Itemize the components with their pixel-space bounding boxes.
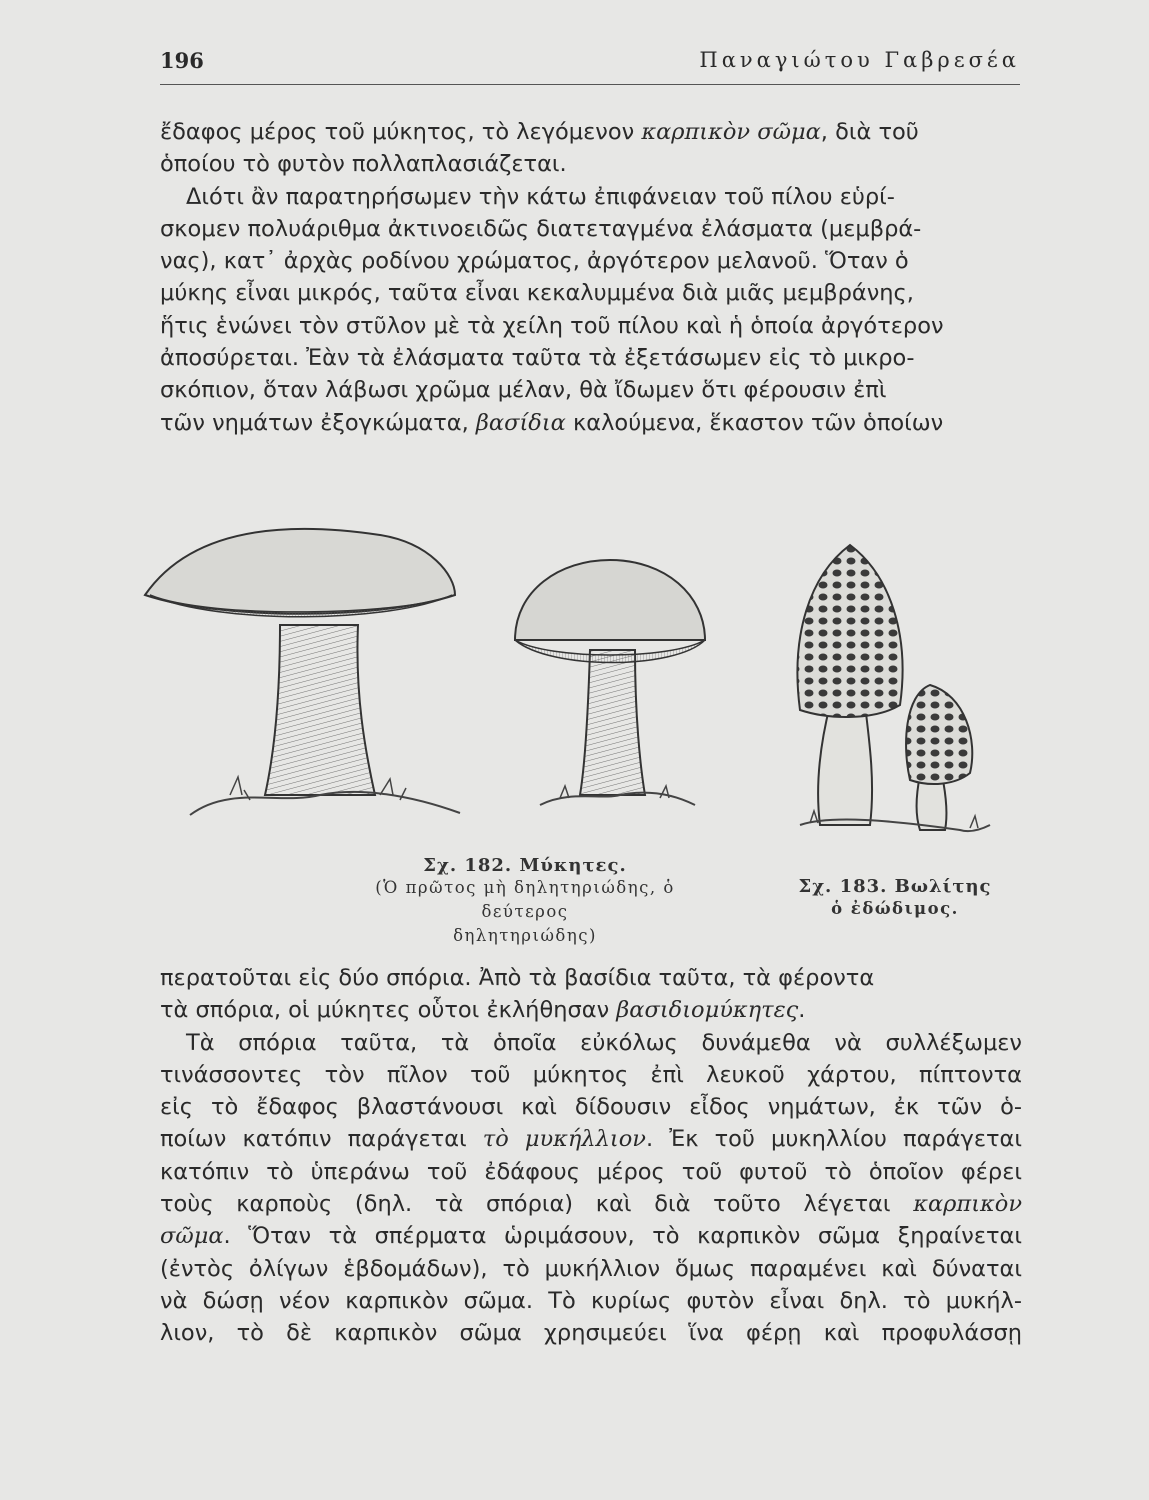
text-line: τὰ σπόρια, οἱ μύκητες οὗτοι ἐκλήθησαν βασιδιομύκητες. <box>160 997 806 1024</box>
text-line: νας), κατ᾽ ἀρχὰς ροδίνου χρώματος, ἀργότερον μελανοῦ. Ὅταν ὁ <box>160 248 909 275</box>
emphasis-text: καρπικὸν <box>913 1191 1022 1218</box>
paragraph <box>160 962 1022 1027</box>
paragraph <box>160 181 1022 439</box>
page-number: 196 <box>160 48 204 73</box>
mushroom-large-illustration <box>145 529 460 815</box>
text-line: τοὺς καρποὺς (δηλ. τὰ σπόρια) καὶ διὰ τοῦτο λέγεται καρπικὸν <box>160 1191 1022 1218</box>
figure-182-title: Σχ. 182. Μύκητες. <box>423 855 627 876</box>
running-head: Παναγιώτου Γαβρεσέα <box>699 48 1020 72</box>
emphasis-text: καρπικὸν σῶμα <box>641 119 821 145</box>
paragraph <box>160 116 1022 181</box>
emphasis-text: τὸ μυκήλλιον <box>482 1126 646 1153</box>
text-line: μύκης εἶναι μικρός, ταῦτα εἶναι κεκαλυμμένα διὰ μιᾶς μεμβράνης, <box>160 280 914 307</box>
text-line: εἰς τὸ ἔδαφος βλαστάνουσι καὶ δίδουσιν εἶδος νημάτων, ἐκ τῶν ὁ- <box>160 1094 1022 1121</box>
body-text-top <box>160 116 1022 439</box>
text-line: σῶμα. Ὅταν τὰ σπέρματα ὡριμάσουν, τὸ καρπικὸν σῶμα ξηραίνεται <box>160 1223 1022 1250</box>
body-text-bottom <box>160 962 1022 1350</box>
text-line: ποίων κατόπιν παράγεται τὸ μυκήλλιον. Ἐκ τοῦ μυκηλλίου παράγεται <box>160 1126 1023 1153</box>
figure-182-subtitle-line: δηλητηριώδης) <box>453 926 597 945</box>
mushroom-illustrations <box>130 495 1030 875</box>
page-header <box>160 44 1020 84</box>
figure-183-subtitle-line: ὁ ἐδώδιμος. <box>831 899 959 918</box>
emphasis-text: βασιδιομύκητες <box>616 997 799 1024</box>
text-line: περατοῦται εἰς δύο σπόρια. Ἀπὸ τὰ βασίδια ταῦτα, τὰ φέροντα <box>160 965 875 991</box>
text-line: σκόπιον, ὅταν λάβωσι χρῶμα μέλαν, θὰ ἴδωμεν ὅτι φέρουσιν ἐπὶ <box>160 377 887 404</box>
text-line: νὰ δώσῃ νέον καρπικὸν σῶμα. Τὸ κυρίως φυτὸν εἶναι δηλ. τὸ μυκήλ- <box>160 1287 1022 1314</box>
emphasis-text: σῶμα <box>160 1223 224 1250</box>
paragraph <box>160 1027 1022 1350</box>
text-line: Τὰ σπόρια ταῦτα, τὰ ὁποῖα εὐκόλως δυνάμεθα νὰ συλλέξωμεν <box>186 1029 1022 1056</box>
emphasis-text: βασίδια <box>475 409 566 436</box>
figure-183-title: Σχ. 183. Βωλίτης <box>798 876 992 897</box>
text-line: ἔδαφος μέρος τοῦ μύκητος, τὸ λεγόμενον καρπικὸν σῶμα, διὰ τοῦ <box>160 119 919 145</box>
text-line: τινάσσοντες τὸν πῖλον τοῦ μύκητος ἐπὶ λευκοῦ χάρτου, πίπτοντα <box>160 1061 1022 1088</box>
text-line: ἥτις ἑνώνει τὸν στῦλον μὲ τὰ χείλη τοῦ πίλου καὶ ἡ ὁποία ἀργότερον <box>160 312 944 339</box>
header-rule <box>160 84 1020 85</box>
text-line: ὁποίου τὸ φυτὸν πολλαπλασιάζεται. <box>160 151 567 178</box>
figure-182-caption <box>355 855 695 948</box>
text-line: (ἐντὸς ὀλίγων ἑβδομάδων), τὸ μυκήλλιον ὅμως παραμένει καὶ δύναται <box>160 1255 1022 1282</box>
text-line: σκομεν πολυάριθμα ἀκτινοειδῶς διατεταγμένα ἐλάσματα (μεμβρά- <box>160 215 922 242</box>
figure-183-caption <box>790 876 1000 921</box>
figure-182-subtitle-line: (Ὁ πρῶτος μὴ δηλητηριώδης, ὁ δεύτερος <box>375 878 675 921</box>
mushroom-poisonous-illustration <box>515 560 705 805</box>
text-line: τῶν νημάτων ἐξογκώματα, βασίδια καλούμενα, ἕκαστον τῶν ὁποίων <box>160 409 944 436</box>
text-line: Διότι ἂν παρατηρήσωμεν τὴν κάτω ἐπιφάνειαν τοῦ πίλου εὑρί- <box>186 183 895 210</box>
text-line: κατόπιν τὸ ὑπεράνω τοῦ ἐδάφους μέρος τοῦ φυτοῦ τὸ ὁποῖον φέρει <box>160 1158 1022 1185</box>
morel-illustration <box>797 545 990 831</box>
text-line: λιον, τὸ δὲ καρπικὸν σῶμα χρησιμεύει ἵνα φέρῃ καὶ προφυλάσσῃ <box>160 1320 1022 1347</box>
text-line: ἀποσύρεται. Ἐὰν τὰ ἐλάσματα ταῦτα τὰ ἐξετάσωμεν εἰς τὸ μικρο- <box>160 345 915 372</box>
